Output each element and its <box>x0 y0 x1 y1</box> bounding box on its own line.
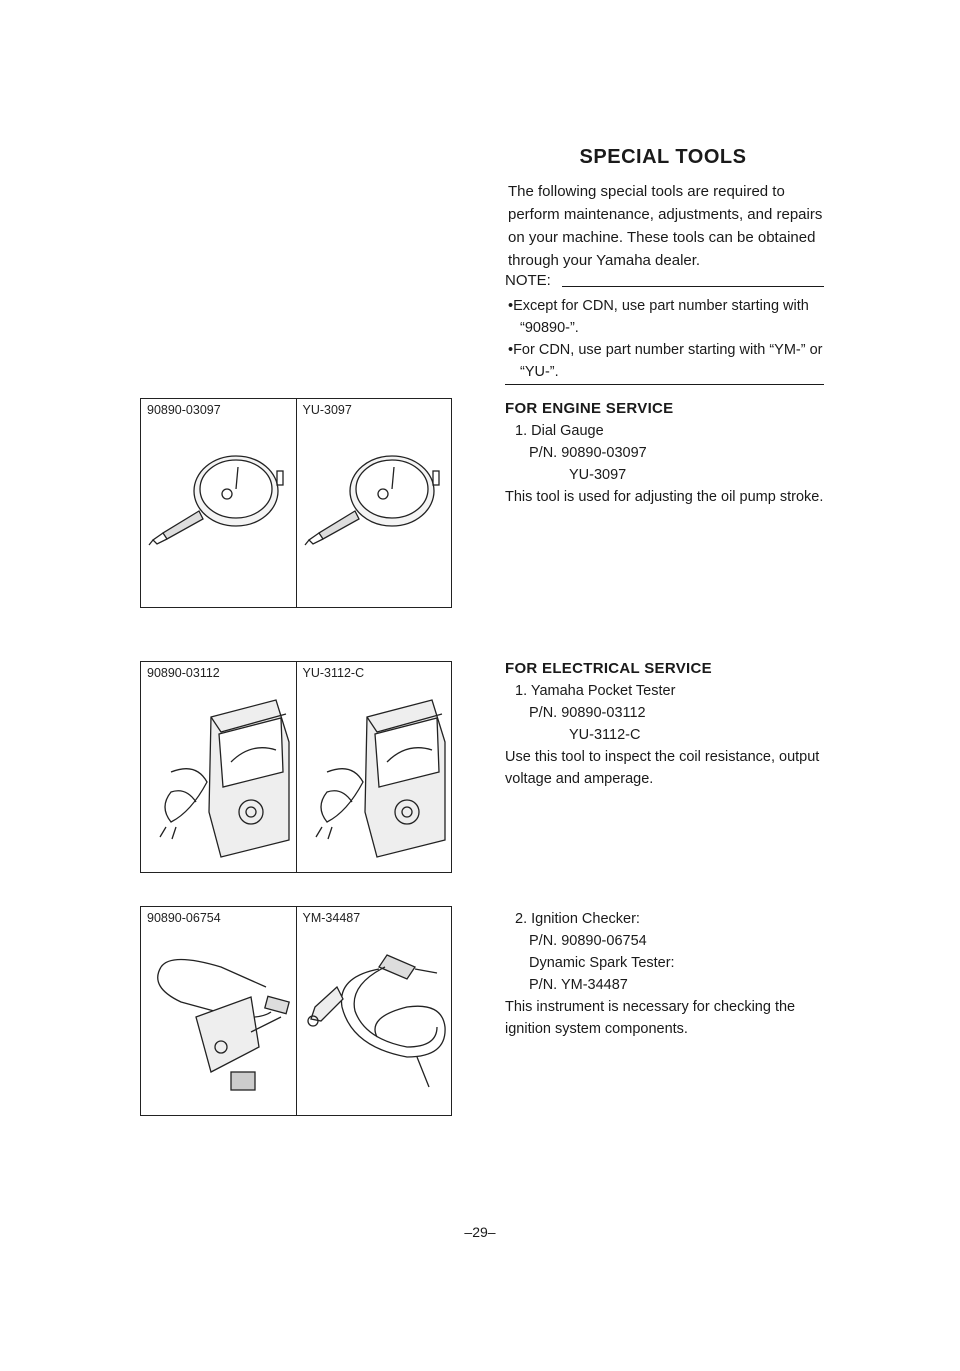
figure-cell <box>141 399 296 607</box>
section-heading: FOR ELECTRICAL SERVICE <box>505 660 712 677</box>
part-label: YU-3112-C <box>302 666 365 680</box>
figure-cell <box>141 662 296 872</box>
ignition-checker-icon <box>141 907 296 1115</box>
tool-subname: Dynamic Spark Tester: <box>529 955 675 971</box>
section-heading: FOR ENGINE SERVICE <box>505 400 674 417</box>
page-title: SPECIAL TOOLS <box>579 146 747 168</box>
note-end-rule <box>505 384 824 385</box>
note-item: •Except for CDN, use part number starting with “90890-”. <box>508 298 809 336</box>
figure-cell <box>141 907 296 1115</box>
part-label: 90890-06754 <box>147 911 221 925</box>
ignition-checker-figure <box>140 906 452 1116</box>
part-number-alt: P/N. YM-34487 <box>529 977 628 993</box>
note-rule <box>562 286 824 287</box>
part-number: P/N. 90890-03097 <box>529 445 647 461</box>
note-item: •For CDN, use part number starting with “YM-” or “YU-”. <box>508 342 823 380</box>
spark-tester-icon <box>297 907 452 1115</box>
tool-name: 1. Yamaha Pocket Tester <box>515 683 676 699</box>
figure-cell <box>296 662 452 872</box>
part-number-alt: YU-3097 <box>569 467 627 483</box>
part-number-alt: YU-3112-C <box>569 727 641 743</box>
note-heading: NOTE: <box>505 272 551 289</box>
figure-cell <box>296 399 452 607</box>
tool-description: This instrument is necessary for checking the ignition system components. <box>505 999 796 1037</box>
intro-paragraph: The following special tools are required to perform maintenance, adjustments, and repairs on your machine. These tools can be obtained through your Yamaha dealer. <box>508 183 823 269</box>
engine-service-section <box>505 398 835 508</box>
tool-description: This tool is used for adjusting the oil pump stroke. <box>505 489 824 505</box>
note-list <box>508 295 826 383</box>
figure-cell <box>296 907 452 1115</box>
part-label: YM-34487 <box>302 911 361 925</box>
part-number: P/N. 90890-06754 <box>529 933 647 949</box>
dial-gauge-icon <box>141 399 296 607</box>
tool-name: 1. Dial Gauge <box>515 423 604 439</box>
tool-name: 2. Ignition Checker: <box>515 911 640 927</box>
dial-gauge-icon <box>297 399 452 607</box>
tool-description: Use this tool to inspect the coil resistance, output voltage and amperage. <box>505 749 820 787</box>
dial-gauge-figure <box>140 398 452 608</box>
pocket-tester-icon <box>141 662 296 872</box>
page-number: –29– <box>464 1224 496 1240</box>
pocket-tester-figure <box>140 661 452 873</box>
part-number: P/N. 90890-03112 <box>529 705 646 721</box>
part-label: 90890-03112 <box>147 666 220 680</box>
pocket-tester-icon <box>297 662 452 872</box>
ignition-checker-section <box>505 908 835 1040</box>
part-label: YU-3097 <box>302 403 352 417</box>
electrical-service-section <box>505 658 835 790</box>
part-label: 90890-03097 <box>147 403 221 417</box>
